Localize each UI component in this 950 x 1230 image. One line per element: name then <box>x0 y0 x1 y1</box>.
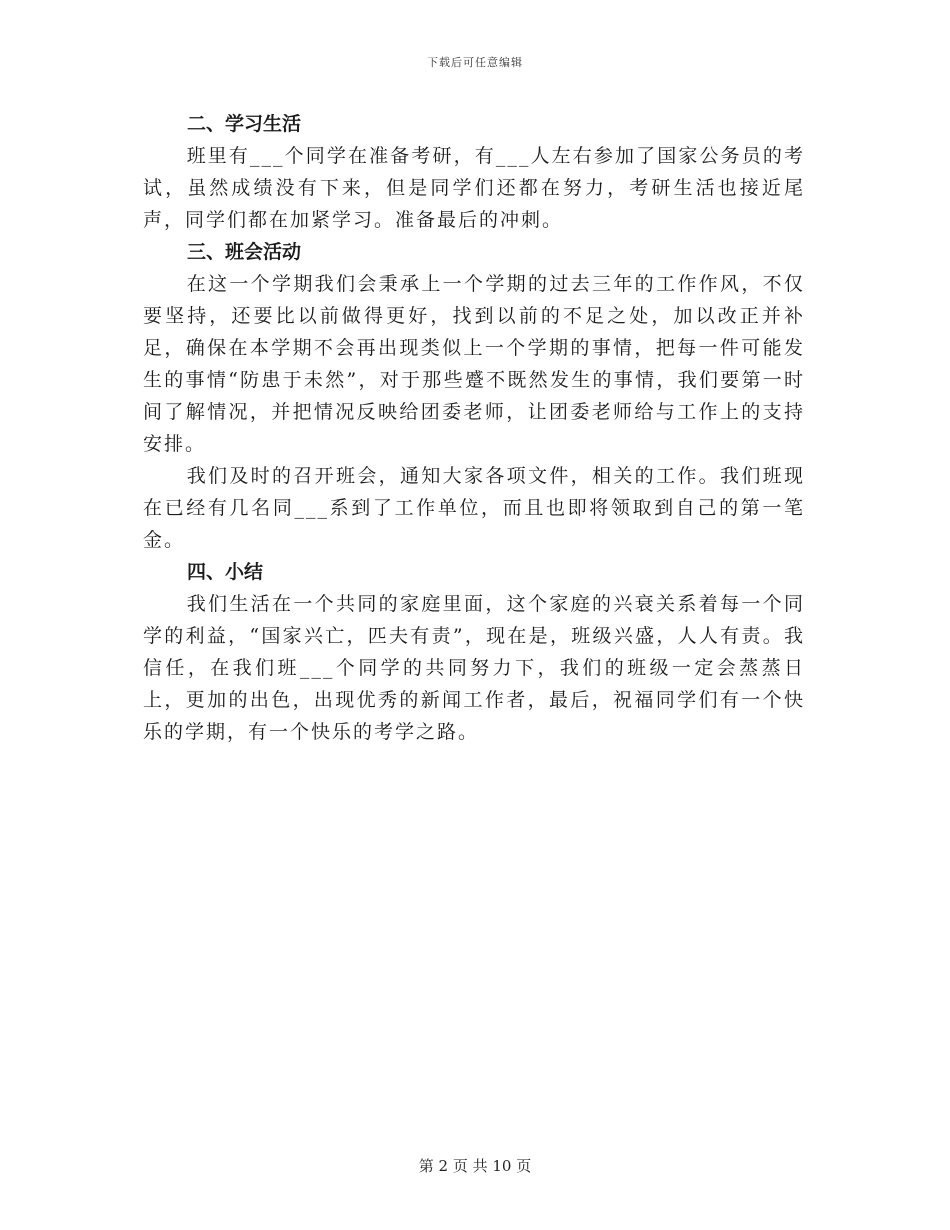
paragraph: 我们生活在一个共同的家庭里面，这个家庭的兴衰关系着每一个同学的利益，“国家兴亡，匹夫有责”，现在是，班级兴盛，人人有责。我信任，在我们班___个同学的共同努力下，我们的班级一定会蒸蒸日上，更加的出色，出现优秀的新闻工作者，最后，祝福同学们有一个快乐的学期，有一个快乐的考学之路。 <box>143 593 805 743</box>
paragraph: 在这一个学期我们会秉承上一个学期的过去三年的工作作风，不仅要坚持，还要比以前做得更好，找到以前的不足之处，加以改正并补足，确保在本学期不会再出现类似上一个学期的事情，把每一件可能发生的事情“防患于未然”，对于那些蹙不既然发生的事情，我们要第一时间了解情况，并把情况反映给团委老师，让团委老师给与工作上的支持安排。 <box>143 273 805 455</box>
document-body <box>143 108 805 748</box>
section-class-meeting <box>143 236 805 556</box>
section-study-life <box>143 108 805 236</box>
section-heading: 四、小结 <box>187 561 264 583</box>
section-heading: 三、班会活动 <box>187 241 302 263</box>
section-heading: 二、学习生活 <box>187 113 302 135</box>
paragraph: 班里有___个同学在准备考研，有___人左右参加了国家公务员的考试，虽然成绩没有下来，但是同学们还都在努力，考研生活也接近尾声，同学们都在加紧学习。准备最后的冲刺。 <box>143 145 805 231</box>
section-summary <box>143 556 805 748</box>
paragraph: 我们及时的召开班会，通知大家各项文件，相关的工作。我们班现在已经有几名同___系到了工作单位，而且也即将领取到自己的第一笔金。 <box>143 465 805 551</box>
page-header-note: 下载后可任意编辑 <box>427 56 523 69</box>
page-number: 第 2 页 共 10 页 <box>418 1157 532 1175</box>
